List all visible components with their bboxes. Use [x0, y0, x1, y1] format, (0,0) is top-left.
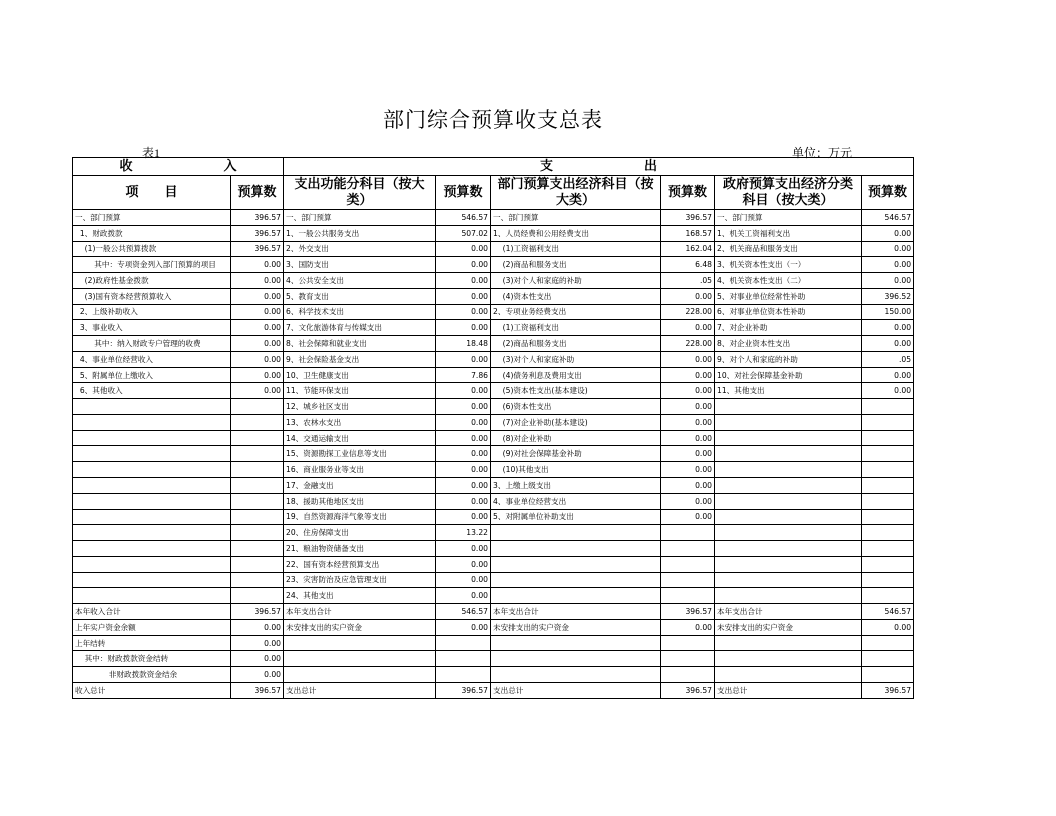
table-row [73, 273, 914, 289]
func-amount-cell: 0.00 [436, 509, 491, 525]
dept-amount-cell: 168.57 [661, 225, 715, 241]
dept-econ-subject-cell: (7)对企业补助(基本建设) [491, 414, 661, 430]
income-amount-cell: 396.57 [231, 682, 284, 698]
dept-amount-cell: 0.00 [661, 320, 715, 336]
gov-econ-subject-cell: 11、其他支出 [715, 383, 862, 399]
dept-econ-subject-cell: 3、上缴上级支出 [491, 478, 661, 494]
gov-amount-cell: 0.00 [862, 241, 914, 257]
income-amount-cell: 396.57 [231, 210, 284, 226]
income-item-cell: 6、其他收入 [73, 383, 231, 399]
income-amount-cell: 0.00 [231, 304, 284, 320]
table-body [73, 210, 914, 699]
gov-econ-subject-cell: 3、机关资本性支出（一） [715, 257, 862, 273]
dept-amount-cell [661, 667, 715, 683]
func-amount-cell [436, 635, 491, 651]
gov-econ-subject-cell [715, 667, 862, 683]
gov-econ-subject-cell: 6、对事业单位资本性补助 [715, 304, 862, 320]
dept-amount-cell: 0.00 [661, 478, 715, 494]
func-subject-cell: 21、粮油物资储备支出 [284, 541, 436, 557]
gov-econ-subject-cell: 支出总计 [715, 682, 862, 698]
table-row [73, 430, 914, 446]
gov-amount-cell [862, 493, 914, 509]
dept-amount-cell: 0.00 [661, 493, 715, 509]
func-subject-cell: 本年支出合计 [284, 604, 436, 620]
column-header-dept-budget: 预算数 [661, 176, 715, 210]
header-row-columns [73, 176, 914, 210]
income-group-header: 收 入 [73, 158, 284, 176]
income-amount-cell: 396.57 [231, 241, 284, 257]
dept-econ-subject-cell: (3)对个人和家庭的补助 [491, 273, 661, 289]
gov-amount-cell [862, 541, 914, 557]
func-subject-cell: 10、卫生健康支出 [284, 367, 436, 383]
table-row [73, 682, 914, 698]
func-subject-cell: 8、社会保障和就业支出 [284, 336, 436, 352]
func-amount-cell: 7.86 [436, 367, 491, 383]
gov-econ-subject-cell: 8、对企业资本性支出 [715, 336, 862, 352]
dept-econ-subject-cell: (10)其他支出 [491, 462, 661, 478]
income-item-cell [73, 478, 231, 494]
func-amount-cell: 0.00 [436, 241, 491, 257]
table-row [73, 320, 914, 336]
income-amount-cell [231, 414, 284, 430]
column-header-func-budget: 预算数 [436, 176, 491, 210]
gov-amount-cell: 0.00 [862, 367, 914, 383]
column-header-item: 项 目 [73, 176, 231, 210]
gov-econ-subject-cell [715, 462, 862, 478]
dept-amount-cell [661, 588, 715, 604]
gov-econ-subject-cell: 未安排支出的实户资金 [715, 619, 862, 635]
income-amount-cell [231, 541, 284, 557]
func-amount-cell: 0.00 [436, 619, 491, 635]
dept-econ-subject-cell: (4)债务利息及费用支出 [491, 367, 661, 383]
table-row [73, 493, 914, 509]
dept-amount-cell: 396.57 [661, 604, 715, 620]
income-amount-cell: 0.00 [231, 288, 284, 304]
gov-amount-cell [862, 509, 914, 525]
dept-amount-cell: 396.57 [661, 682, 715, 698]
unit-label: 单位：万元 [792, 146, 853, 160]
dept-amount-cell: 396.57 [661, 210, 715, 226]
income-amount-cell: 0.00 [231, 273, 284, 289]
gov-amount-cell: .05 [862, 351, 914, 367]
income-amount-cell: 396.57 [231, 225, 284, 241]
func-subject-cell: 9、社会保险基金支出 [284, 351, 436, 367]
gov-amount-cell: 0.00 [862, 273, 914, 289]
dept-amount-cell: 0.00 [661, 430, 715, 446]
func-amount-cell: 0.00 [436, 399, 491, 415]
func-amount-cell: 0.00 [436, 383, 491, 399]
table-row [73, 667, 914, 683]
gov-amount-cell [862, 635, 914, 651]
income-item-cell: (3)国有资本经营预算收入 [73, 288, 231, 304]
func-amount-cell [436, 667, 491, 683]
income-item-cell [73, 509, 231, 525]
func-amount-cell: 0.00 [436, 556, 491, 572]
income-item-cell [73, 556, 231, 572]
income-item-cell [73, 430, 231, 446]
income-amount-cell: 396.57 [231, 604, 284, 620]
income-item-cell: 4、事业单位经营收入 [73, 351, 231, 367]
gov-amount-cell [862, 430, 914, 446]
func-subject-cell: 18、援助其他地区支出 [284, 493, 436, 509]
gov-econ-subject-cell: 10、对社会保障基金补助 [715, 367, 862, 383]
income-amount-cell [231, 588, 284, 604]
gov-amount-cell: 150.00 [862, 304, 914, 320]
income-item-cell: 一、部门预算 [73, 210, 231, 226]
gov-econ-subject-cell: 一、部门预算 [715, 210, 862, 226]
dept-econ-subject-cell: 5、对附属单位补助支出 [491, 509, 661, 525]
func-subject-cell: 2、外交支出 [284, 241, 436, 257]
func-amount-cell: 0.00 [436, 414, 491, 430]
income-amount-cell [231, 478, 284, 494]
gov-econ-subject-cell [715, 651, 862, 667]
dept-econ-subject-cell [491, 541, 661, 557]
dept-econ-subject-cell: 一、部门预算 [491, 210, 661, 226]
gov-amount-cell [862, 525, 914, 541]
func-subject-cell: 24、其他支出 [284, 588, 436, 604]
gov-amount-cell: 0.00 [862, 257, 914, 273]
income-item-cell [73, 572, 231, 588]
gov-econ-subject-cell [715, 446, 862, 462]
func-subject-cell [284, 667, 436, 683]
income-amount-cell [231, 446, 284, 462]
gov-amount-cell [862, 588, 914, 604]
table-row [73, 525, 914, 541]
column-header-income-budget: 预算数 [231, 176, 284, 210]
budget-summary-table [72, 157, 914, 699]
gov-econ-subject-cell: 9、对个人和家庭的补助 [715, 351, 862, 367]
dept-econ-subject-cell: (1)工资福利支出 [491, 320, 661, 336]
gov-econ-subject-cell [715, 414, 862, 430]
func-amount-cell: 546.57 [436, 210, 491, 226]
dept-econ-subject-cell: (1)工资福利支出 [491, 241, 661, 257]
header-row-group [73, 158, 914, 176]
income-amount-cell [231, 493, 284, 509]
func-subject-cell: 16、商业服务业等支出 [284, 462, 436, 478]
income-item-cell: 上年结转 [73, 635, 231, 651]
gov-econ-subject-cell [715, 430, 862, 446]
func-amount-cell: 0.00 [436, 572, 491, 588]
dept-econ-subject-cell [491, 588, 661, 604]
table-row [73, 414, 914, 430]
dept-amount-cell: .05 [661, 273, 715, 289]
dept-amount-cell: 228.00 [661, 336, 715, 352]
dept-econ-subject-cell: (3)对个人和家庭补助 [491, 351, 661, 367]
dept-econ-subject-cell: 本年支出合计 [491, 604, 661, 620]
dept-econ-subject-cell: (2)商品和服务支出 [491, 257, 661, 273]
gov-econ-subject-cell [715, 635, 862, 651]
table-row [73, 462, 914, 478]
func-amount-cell: 0.00 [436, 273, 491, 289]
income-item-cell: 1、财政拨款 [73, 225, 231, 241]
dept-amount-cell: 0.00 [661, 399, 715, 415]
dept-amount-cell: 0.00 [661, 383, 715, 399]
func-subject-cell: 3、国防支出 [284, 257, 436, 273]
gov-econ-subject-cell [715, 493, 862, 509]
func-subject-cell: 20、住房保障支出 [284, 525, 436, 541]
income-item-cell: 其中：专项资金列入部门预算的项目 [73, 257, 231, 273]
dept-econ-subject-cell: (9)对社会保障基金补助 [491, 446, 661, 462]
income-amount-cell: 0.00 [231, 367, 284, 383]
func-subject-cell: 6、科学技术支出 [284, 304, 436, 320]
gov-econ-subject-cell: 5、对事业单位经常性补助 [715, 288, 862, 304]
income-amount-cell: 0.00 [231, 667, 284, 683]
func-subject-cell: 23、灾害防治及应急管理支出 [284, 572, 436, 588]
income-amount-cell: 0.00 [231, 651, 284, 667]
income-item-cell [73, 588, 231, 604]
gov-econ-subject-cell: 本年支出合计 [715, 604, 862, 620]
dept-econ-subject-cell [491, 635, 661, 651]
gov-amount-cell: 396.57 [862, 682, 914, 698]
func-amount-cell: 13.22 [436, 525, 491, 541]
income-item-cell: 非财政拨款资金结余 [73, 667, 231, 683]
table-row [73, 604, 914, 620]
gov-econ-subject-cell [715, 525, 862, 541]
gov-econ-subject-cell [715, 541, 862, 557]
income-amount-cell: 0.00 [231, 619, 284, 635]
table-row [73, 635, 914, 651]
func-amount-cell: 0.00 [436, 446, 491, 462]
dept-amount-cell [661, 635, 715, 651]
table-row [73, 651, 914, 667]
func-subject-cell: 12、城乡社区支出 [284, 399, 436, 415]
column-header-gov-econ-subject: 政府预算支出经济分类科目（按大类） [715, 176, 862, 210]
dept-econ-subject-cell: (2)商品和服务支出 [491, 336, 661, 352]
dept-amount-cell: 162.04 [661, 241, 715, 257]
income-amount-cell: 0.00 [231, 383, 284, 399]
func-subject-cell: 4、公共安全支出 [284, 273, 436, 289]
func-subject-cell: 一、部门预算 [284, 210, 436, 226]
income-item-cell [73, 399, 231, 415]
gov-amount-cell [862, 462, 914, 478]
dept-econ-subject-cell: 4、事业单位经营支出 [491, 493, 661, 509]
func-amount-cell [436, 651, 491, 667]
income-amount-cell: 0.00 [231, 635, 284, 651]
income-amount-cell: 0.00 [231, 336, 284, 352]
dept-amount-cell: 0.00 [661, 462, 715, 478]
table-row [73, 257, 914, 273]
income-item-cell [73, 525, 231, 541]
table-row [73, 556, 914, 572]
table-row [73, 541, 914, 557]
func-amount-cell: 546.57 [436, 604, 491, 620]
table-row [73, 210, 914, 226]
dept-amount-cell: 0.00 [661, 509, 715, 525]
income-item-cell: 收入总计 [73, 682, 231, 698]
gov-amount-cell: 0.00 [862, 225, 914, 241]
dept-amount-cell: 228.00 [661, 304, 715, 320]
income-item-cell: 其中：财政拨款资金结转 [73, 651, 231, 667]
column-header-gov-budget: 预算数 [862, 176, 914, 210]
gov-amount-cell: 0.00 [862, 336, 914, 352]
table-row [73, 399, 914, 415]
income-item-cell [73, 541, 231, 557]
table-row [73, 241, 914, 257]
gov-amount-cell: 396.52 [862, 288, 914, 304]
func-subject-cell [284, 635, 436, 651]
dept-amount-cell [661, 651, 715, 667]
income-amount-cell: 0.00 [231, 257, 284, 273]
dept-econ-subject-cell: 支出总计 [491, 682, 661, 698]
table-row [73, 225, 914, 241]
table-row [73, 509, 914, 525]
gov-amount-cell [862, 446, 914, 462]
column-header-func-subject: 支出功能分科目（按大类） [284, 176, 436, 210]
func-subject-cell: 15、资源勘探工业信息等支出 [284, 446, 436, 462]
func-subject-cell: 13、农林水支出 [284, 414, 436, 430]
gov-amount-cell [862, 556, 914, 572]
table-row [73, 588, 914, 604]
dept-amount-cell [661, 525, 715, 541]
dept-amount-cell: 0.00 [661, 367, 715, 383]
dept-amount-cell [661, 572, 715, 588]
income-item-cell: 2、上级补助收入 [73, 304, 231, 320]
dept-amount-cell: 0.00 [661, 288, 715, 304]
gov-amount-cell [862, 651, 914, 667]
gov-amount-cell: 546.57 [862, 604, 914, 620]
dept-econ-subject-cell: (8)对企业补助 [491, 430, 661, 446]
func-subject-cell: 22、国有资本经营预算支出 [284, 556, 436, 572]
dept-amount-cell: 0.00 [661, 351, 715, 367]
income-amount-cell [231, 430, 284, 446]
dept-amount-cell: 0.00 [661, 446, 715, 462]
income-item-cell: 其中：纳入财政专户管理的收费 [73, 336, 231, 352]
income-item-cell: (1)一般公共预算拨款 [73, 241, 231, 257]
func-amount-cell: 0.00 [436, 541, 491, 557]
dept-econ-subject-cell: 未安排支出的实户资金 [491, 619, 661, 635]
dept-econ-subject-cell [491, 651, 661, 667]
func-amount-cell: 18.48 [436, 336, 491, 352]
income-amount-cell [231, 509, 284, 525]
dept-econ-subject-cell: (4)资本性支出 [491, 288, 661, 304]
gov-amount-cell [862, 572, 914, 588]
income-amount-cell [231, 462, 284, 478]
table-row [73, 572, 914, 588]
income-item-cell [73, 414, 231, 430]
func-subject-cell: 7、文化旅游体育与传媒支出 [284, 320, 436, 336]
dept-amount-cell: 0.00 [661, 619, 715, 635]
func-amount-cell: 0.00 [436, 478, 491, 494]
gov-econ-subject-cell: 1、机关工资福利支出 [715, 225, 862, 241]
gov-econ-subject-cell: 2、机关商品和服务支出 [715, 241, 862, 257]
func-amount-cell: 0.00 [436, 588, 491, 604]
dept-amount-cell: 0.00 [661, 414, 715, 430]
func-subject-cell: 5、教育支出 [284, 288, 436, 304]
dept-amount-cell [661, 541, 715, 557]
income-amount-cell: 0.00 [231, 351, 284, 367]
income-item-cell: 上年实户资金余额 [73, 619, 231, 635]
func-amount-cell: 507.02 [436, 225, 491, 241]
income-item-cell: 本年收入合计 [73, 604, 231, 620]
func-subject-cell [284, 651, 436, 667]
gov-amount-cell: 0.00 [862, 383, 914, 399]
income-amount-cell [231, 556, 284, 572]
gov-econ-subject-cell: 4、机关资本性支出（二） [715, 273, 862, 289]
gov-amount-cell: 546.57 [862, 210, 914, 226]
table-row [73, 367, 914, 383]
func-subject-cell: 17、金融支出 [284, 478, 436, 494]
table-row [73, 383, 914, 399]
dept-econ-subject-cell: 1、人员经费和公用经费支出 [491, 225, 661, 241]
table-row [73, 351, 914, 367]
func-subject-cell: 1、一般公共服务支出 [284, 225, 436, 241]
column-header-dept-econ-subject: 部门预算支出经济科目（按大类） [491, 176, 661, 210]
dept-econ-subject-cell [491, 667, 661, 683]
expense-group-header: 支 出 [284, 158, 914, 176]
table-row [73, 478, 914, 494]
func-amount-cell: 396.57 [436, 682, 491, 698]
gov-amount-cell: 0.00 [862, 320, 914, 336]
table-row [73, 446, 914, 462]
table-row [73, 304, 914, 320]
gov-amount-cell [862, 478, 914, 494]
func-subject-cell: 14、交通运输支出 [284, 430, 436, 446]
gov-econ-subject-cell [715, 572, 862, 588]
func-amount-cell: 0.00 [436, 351, 491, 367]
dept-econ-subject-cell [491, 525, 661, 541]
func-amount-cell: 0.00 [436, 462, 491, 478]
dept-econ-subject-cell: (6)资本性支出 [491, 399, 661, 415]
gov-amount-cell [862, 414, 914, 430]
income-item-cell: 5、附属单位上缴收入 [73, 367, 231, 383]
gov-amount-cell [862, 399, 914, 415]
page-title: 部门综合预算收支总表 [383, 108, 603, 132]
table-row [73, 336, 914, 352]
dept-econ-subject-cell [491, 556, 661, 572]
dept-amount-cell [661, 556, 715, 572]
func-amount-cell: 0.00 [436, 288, 491, 304]
gov-econ-subject-cell [715, 588, 862, 604]
income-item-cell [73, 446, 231, 462]
dept-econ-subject-cell: 2、专项业务经费支出 [491, 304, 661, 320]
gov-econ-subject-cell [715, 556, 862, 572]
gov-amount-cell: 0.00 [862, 619, 914, 635]
func-amount-cell: 0.00 [436, 430, 491, 446]
gov-amount-cell [862, 667, 914, 683]
dept-econ-subject-cell: (5)资本性支出(基本建设) [491, 383, 661, 399]
gov-econ-subject-cell [715, 509, 862, 525]
gov-econ-subject-cell [715, 478, 862, 494]
gov-econ-subject-cell [715, 399, 862, 415]
income-amount-cell [231, 525, 284, 541]
income-item-cell [73, 493, 231, 509]
table-row [73, 619, 914, 635]
dept-amount-cell: 6.48 [661, 257, 715, 273]
func-subject-cell: 支出总计 [284, 682, 436, 698]
table-number: 表1 [142, 146, 161, 160]
dept-econ-subject-cell [491, 572, 661, 588]
table-row [73, 288, 914, 304]
income-item-cell: 3、事业收入 [73, 320, 231, 336]
func-amount-cell: 0.00 [436, 320, 491, 336]
func-amount-cell: 0.00 [436, 257, 491, 273]
func-amount-cell: 0.00 [436, 493, 491, 509]
income-amount-cell [231, 399, 284, 415]
func-subject-cell: 19、自然资源海洋气象等支出 [284, 509, 436, 525]
func-subject-cell: 未安排支出的实户资金 [284, 619, 436, 635]
gov-econ-subject-cell: 7、对企业补助 [715, 320, 862, 336]
income-amount-cell [231, 572, 284, 588]
func-amount-cell: 0.00 [436, 304, 491, 320]
income-amount-cell: 0.00 [231, 320, 284, 336]
func-subject-cell: 11、节能环保支出 [284, 383, 436, 399]
income-item-cell [73, 462, 231, 478]
income-item-cell: (2)政府性基金拨款 [73, 273, 231, 289]
